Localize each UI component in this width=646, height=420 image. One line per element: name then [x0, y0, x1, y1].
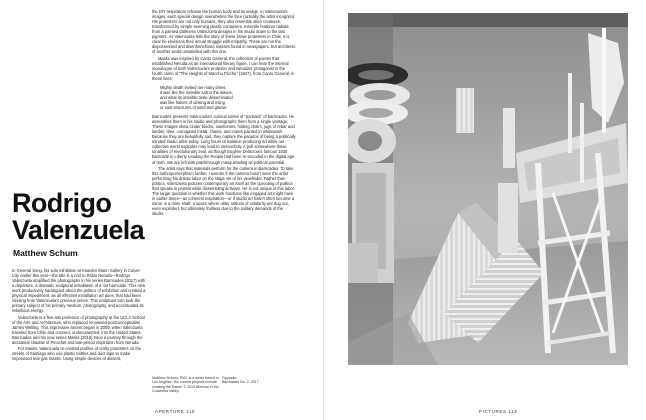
- title-line-2: Valenzuela: [12, 215, 145, 245]
- paragraph: Masks was inspired by Canto General, the collection of poems that established Neruda as an international literary figure. I can hear the internal monologue of both Valenzuela's protester and Neruda's protagonist in the fourth canto of "The Heights of Macchu Picchu" (1947), from Canto General, in these lines:: [152, 55, 295, 81]
- folio-left: APERTURE 118: [155, 409, 196, 414]
- poem-excerpt: [160, 85, 296, 110]
- paragraph: Barricades presents Valenzuela's curious series of "portraits" of barricades. He assembles them in his studio and photographs them from a single vantage. These images show cinder blocks, sawhorses, folding chairs, jugs of rebar and lumber, tires, corrugated metal, chains, and crates painted in whitewash. Because they are beautifully sad, they capture the paradox of being a politically minded studio artist today. Long hours of isolation producing art while our collective world explodes may lead to melancholy. A poll somewhere these tonalities of revolutionary zeal, as though Eugène Delacroix's famous 1830 barricade in Liberty Leading the People had been re-encoded in the digital age of truth. We are left with patchthrough masquerading as political potential.: [152, 114, 296, 165]
- main-text-column: [152, 9, 296, 217]
- poem-line: Mighty death invited me many times:: [160, 84, 227, 90]
- author-bio-caption: Matthew Schum, PhD, is a writer based in Los Angeles. His current projects include curating the Damn! © 2019 Biennial in the Coachella Valley.: [152, 376, 219, 393]
- photo-caption-text: Barricades No. 2, 2017: [222, 380, 259, 385]
- paragraph: In General Song, his solo exhibition at Kloeden Mann Gallery in Culver City earlier this year—the title is a nod to Pablo Neruda—Rodrigo Valenzuela amplified the photographs in his series Barricades (2017) with a departure, a dramatic sculptural installation of a riot barricade. This new work productively harangued about the politics of exhibition and created a physical impediment, as all effective installation art does, that had been missing from Valenzuela's previous series. This sculptural turn took the primary subject of his primary medium, photography, and accentuated its rebellious energy.: [12, 268, 146, 314]
- photo-caption: [222, 376, 292, 385]
- left-text-column: [12, 268, 148, 362]
- author-byline: Matthew Schum: [13, 248, 78, 258]
- barricade-photograph: [348, 13, 628, 365]
- photo-caption-title: Opposite:: [222, 376, 238, 380]
- paragraph: the DIY respirators reframe the human body and its visage. In Valenzuela's images, each special design overwhelms the face (actually the artist incognito). His protesters are not only humans, they also resemble alien creatures, transformed by simple-seeming plastic containers. Insectile features radiate from a painted darkness Valenzuela designs in his studio down to the last pigment. As Valenzuela tells the story of these brave protesters in Chile, it is clear he envisions their actual struggle with empathy. These are not the dispossessed and disenfranchised masses found in newspapers, but architects of another world unsatisfied with this one.: [152, 9, 296, 55]
- paragraph: The artist says that materials perform for the camera in Barricades. To take this anthropomorphism further, I wonder if the camera hasn't seen the artist performing his artistic labor on the stage set of his viewfinder. Rather than politics, Valenzuela pictures contemporary art itself as the uprooting of politics that speaks in protest while dissembling activism. He is not unique in this labor. The larger question is whether this work functions like engaged art might have in earlier times—as coherent inspiration—or if studio art hasn't often become a mirror in a mine shaft: a space where older notions of solidarity are dug out, even exploded, but ultimately fruitless due to the solitary demands of the studio.: [152, 165, 295, 217]
- poem-line: was like halves of sinking and rising: [160, 99, 225, 105]
- poem-line: or vast structures of wind and glacier.: [160, 105, 228, 111]
- poem-line: and what its invisible taste disseminated: [160, 94, 233, 100]
- title-line-1: Rodrigo: [12, 188, 112, 218]
- folio-right: PICTURES 119: [479, 409, 518, 414]
- poem-line: it was like the invisible salt in the waves,: [160, 89, 233, 95]
- paragraph: For Masks, Valenzuela re-created profiles of crafty protesters on the streets of Santiago who use plastic bottles and duct tape to make improvised tear gas masks. Using simple devices of dissent,: [12, 346, 142, 362]
- article-title: [12, 190, 162, 244]
- paragraph: Valenzuela is a fine arts professor of photography at the UCLA School of the Arts and Architecture, who replaced renowned postconceptualist James Welling. This impressive ascent began in 2009, when Valenzuela traveled from Chile and crossed, undocumented, into the United States. Barricades and his new series Masks (2018) trace a journey through the dictatorial shadow of Pinochet and late-period inspiration from Neruda.: [12, 314, 145, 345]
